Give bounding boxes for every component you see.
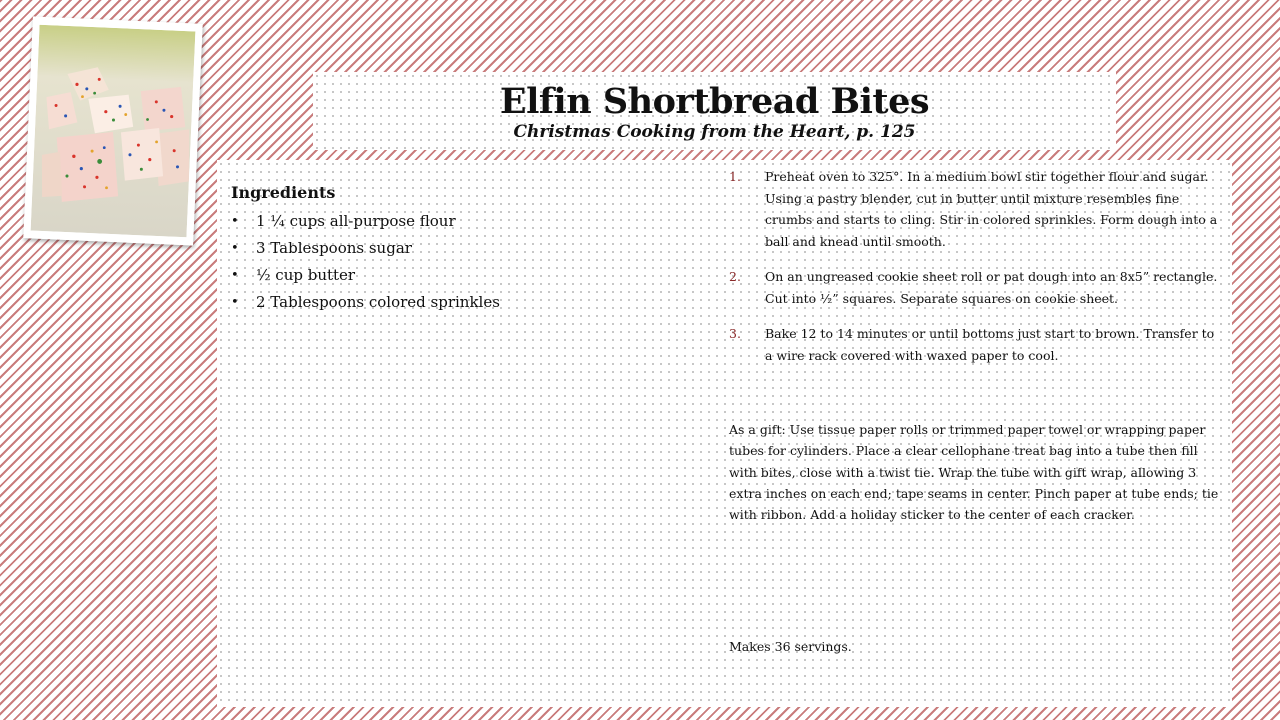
ingredients-heading: Ingredients bbox=[231, 183, 336, 202]
ingredient-text: 1 ¼ cups all-purpose flour bbox=[256, 212, 456, 230]
bullet-icon: • bbox=[231, 214, 239, 229]
ingredient-text: 3 Tablespoons sugar bbox=[256, 239, 412, 257]
gift-note: As a gift: Use tissue paper rolls or trimmed paper towel or wrapping paper tubes for cylinders. Place a clear cellophane treat bag into a tube then fill with bites, close with a twist tie. Wrap the tube with gift wrap, allowing 3 extra inches on each end; tape seams in center. Pinch paper at tube ends; tie with ribbon. Add a holiday sticker to the center of each cracker. bbox=[729, 422, 1219, 523]
bullet-icon: • bbox=[231, 241, 239, 256]
directions-list bbox=[729, 166, 1224, 380]
step-text: On an ungreased cookie sheet roll or pat dough into an 8x5” rectangle. Cut into ½” squares. Separate squares on cookie sheet. bbox=[765, 269, 1218, 306]
servings-note: Makes 36 servings. bbox=[729, 639, 852, 654]
direction-step bbox=[729, 166, 1224, 252]
ingredient-text: 2 Tablespoons colored sprinkles bbox=[256, 293, 500, 311]
step-text: Preheat oven to 325°. In a medium bowl stir together flour and sugar. Using a pastry blender, cut in butter until mixture resembles fine crumbs and starts to cling. Stir in colored sprinkles. Form dough into a ball and knead until smooth. bbox=[765, 169, 1218, 249]
ingredient-item bbox=[231, 208, 701, 235]
direction-step bbox=[729, 323, 1224, 366]
recipe-card bbox=[217, 160, 1232, 707]
ingredient-text: ½ cup butter bbox=[256, 266, 356, 284]
bullet-icon: • bbox=[231, 268, 239, 283]
shortbread-bites-image bbox=[31, 25, 196, 238]
ingredient-item bbox=[231, 289, 701, 316]
step-number: 3. bbox=[729, 326, 741, 341]
direction-step bbox=[729, 266, 1224, 309]
ingredient-item bbox=[231, 262, 701, 289]
step-number: 2. bbox=[729, 269, 741, 284]
recipe-photo bbox=[23, 16, 203, 245]
recipe-source: Christmas Cooking from the Heart, p. 125 bbox=[513, 122, 916, 142]
title-box bbox=[313, 72, 1116, 150]
step-text: Bake 12 to 14 minutes or until bottoms just start to brown. Transfer to a wire rack covered with waxed paper to cool. bbox=[765, 326, 1215, 363]
ingredients-section bbox=[231, 182, 701, 316]
recipe-title: Elfin Shortbread Bites bbox=[499, 81, 930, 122]
ingredient-item bbox=[231, 235, 701, 262]
ingredients-list bbox=[231, 208, 701, 316]
step-number: 1. bbox=[729, 169, 741, 184]
bullet-icon: • bbox=[231, 295, 239, 310]
